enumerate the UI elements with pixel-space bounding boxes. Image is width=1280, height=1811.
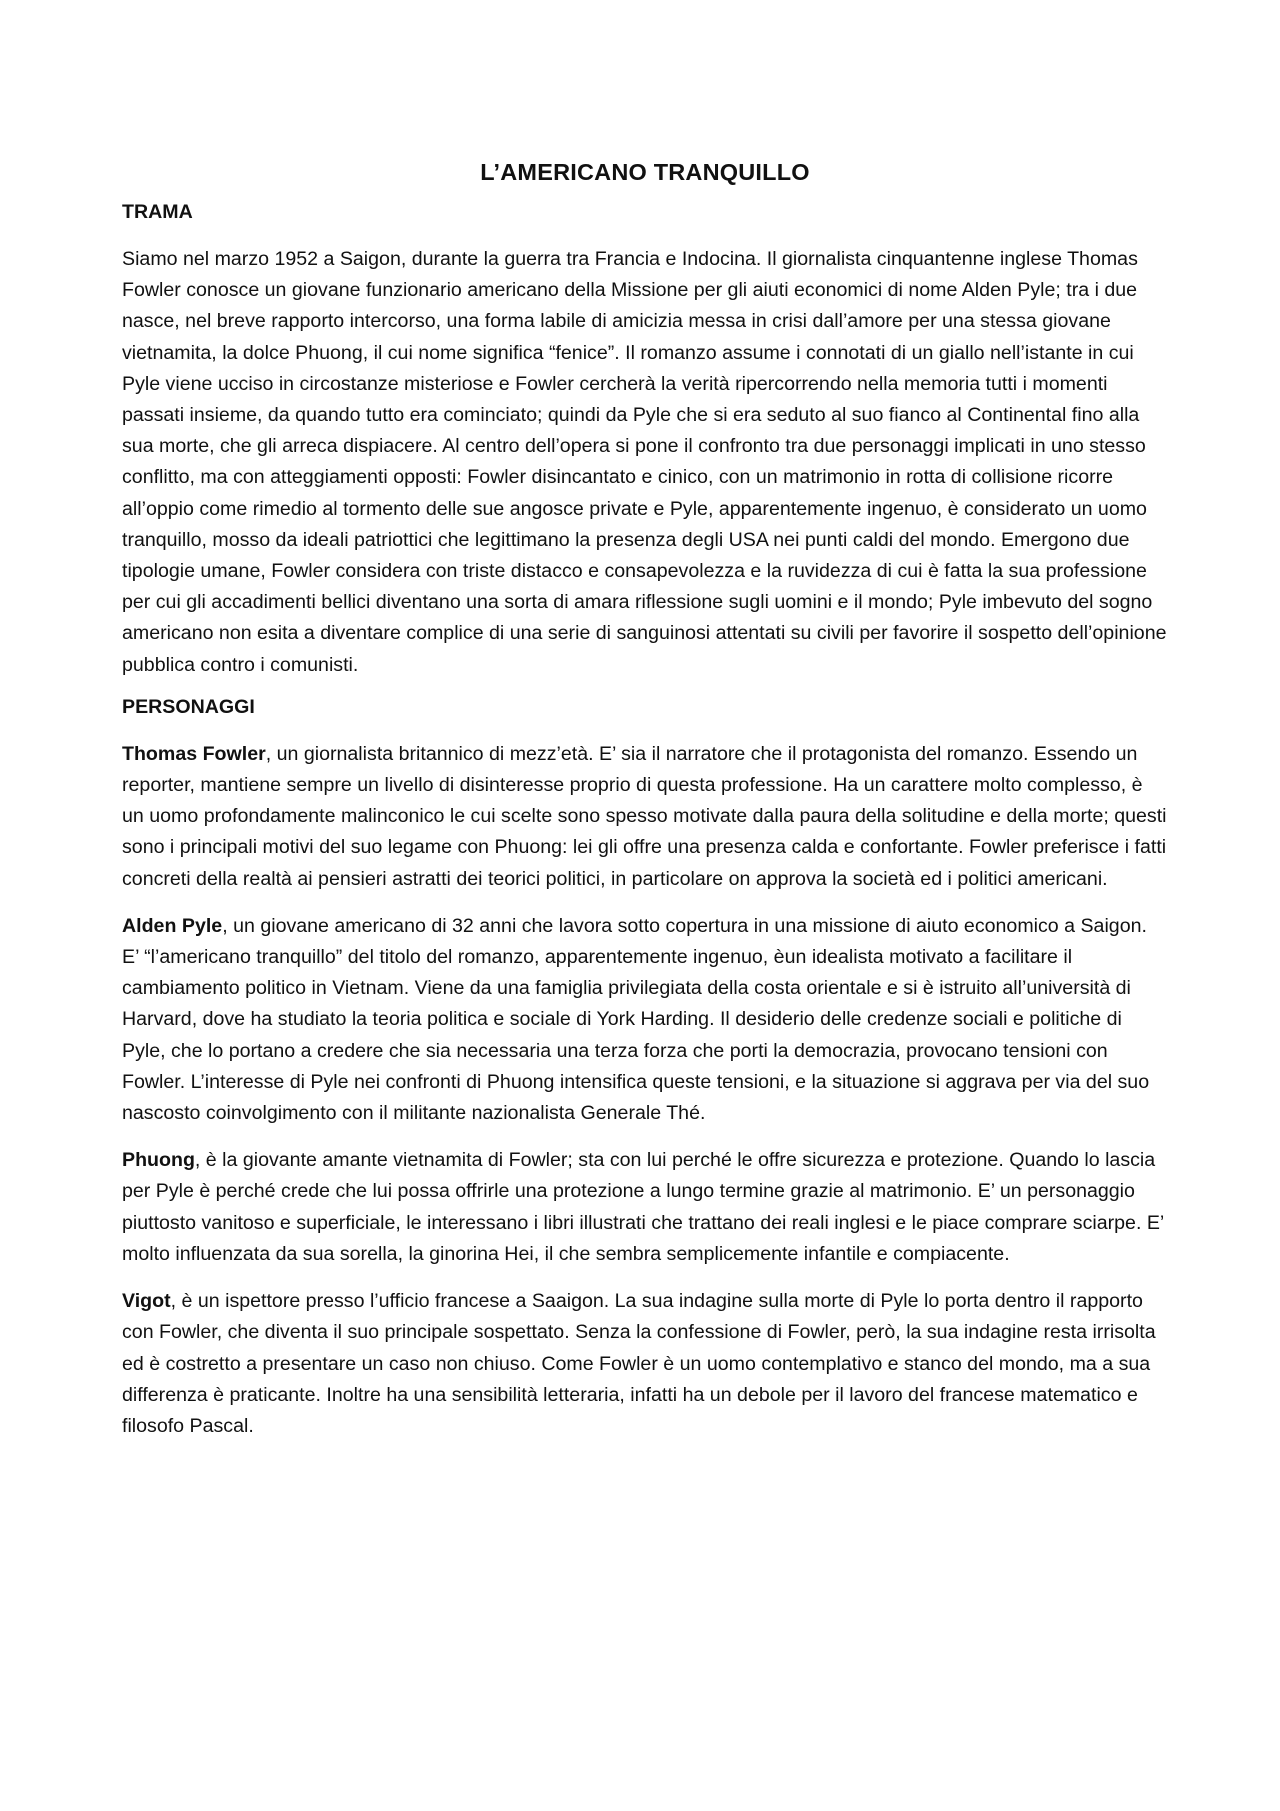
character-name-fowler: Thomas Fowler bbox=[122, 742, 266, 765]
character-name-phuong: Phuong bbox=[122, 1149, 195, 1172]
character-name-pyle: Alden Pyle bbox=[122, 914, 223, 937]
character-name-vigot: Vigot bbox=[122, 1290, 171, 1313]
paragraph-character-fowler bbox=[122, 739, 1168, 895]
character-description-fowler: , un giornalista britannico di mezz’età. E’ sia il narratore che il protagonista del romanzo. Essendo un reporter, mantiene sempre un livello di disinteresse proprio di questa professione. Ha un carattere molto complesso, è un uomo profondamente malinconico le cui scelte sono spesso motivate dalla paura della solitudine e della morte; questi sono i principali motivi del suo legame con Phuong: lei gli offre una presenza calda e confortante. Fowler preferisce i fatti concreti della realtà ai pensieri astratti dei teorici politici, in particolare on approva la società ed i politici americani. bbox=[122, 742, 1167, 890]
character-description-phuong: , è la giovante amante vietnamita di Fowler; sta con lui perché le offre sicurezza e protezione. Quando lo lascia per Pyle è perché crede che lui possa offrirle una protezione a lungo termine grazie al matrimonio. E’ un personaggio piuttosto vanitoso e superficiale, le interessano i libri illustrati che trattano dei reali inglesi e le piace comprare sciarpe. E’ molto influenzata da sua sorella, la ginorina Hei, il che sembra semplicemente infantile e compiacente. bbox=[122, 1149, 1164, 1265]
section-heading-personaggi: PERSONAGGI bbox=[122, 695, 255, 718]
character-description-vigot: , è un ispettore presso l’ufficio francese a Saaigon. La sua indagine sulla morte di Pyle lo porta dentro il rapporto con Fowler, che diventa il suo principale sospettato. Senza la confessione di Fowler, però, la sua indagine resta irrisolta ed è costretto a presentare un caso non chiuso. Come Fowler è un uomo contemplativo e stanco del mondo, ma a sua differenza è praticante. Inoltre ha una sensibilità letteraria, infatti ha un debole per il lavoro del francese matematico e filosofo Pascal. bbox=[122, 1290, 1156, 1437]
paragraph-character-vigot bbox=[122, 1286, 1168, 1442]
document-body bbox=[122, 156, 1168, 1458]
character-description-pyle: , un giovane americano di 32 anni che lavora sotto copertura in una missione di aiuto economico a Saigon. E’ “l’americano tranquillo” del titolo del romanzo, apparentemente ingenuo, èun idealista motivato a facilitare il cambiamento politico in Vietnam. Viene da una famiglia privilegiata della costa orientale e si è istruito all’università di Harvard, dove ha studiato la teoria politica e sociale di York Harding. Il desiderio delle credenze sociali e politiche di Pyle, che lo portano a credere che sia necessaria una terza forza che porti la democrazia, provocano tensioni con Fowler. L’interesse di Pyle nei confronti di Phuong intensifica queste tensioni, e la situazione si aggrava per via del suo nascosto coinvolgimento con il militante nazionalista Generale Thé. bbox=[122, 914, 1150, 1125]
paragraph-character-pyle bbox=[122, 911, 1168, 1129]
document-title: L’AMERICANO TRANQUILLO bbox=[480, 159, 810, 185]
paragraph-trama: Siamo nel marzo 1952 a Saigon, durante la guerra tra Francia e Indocina. Il giornalista cinquantenne inglese Thomas Fowler conosce un giovane funzionario americano della Missione per gli aiuti economici di nome Alden Pyle; tra i due nasce, nel breve rapporto intercorso, una forma labile di amicizia messa in crisi dall’amore per una stessa giovane vietnamita, la dolce Phuong, il cui nome significa “fenice”. Il romanzo assume i connotati di un giallo nell’istante in cui Pyle viene ucciso in circostanze misteriose e Fowler cercherà la verità ripercorrendo nella memoria tutti i momenti passati insieme, da quando tutto era cominciato; quindi da Pyle che si era seduto al suo fianco al Continental fino alla sua morte, che gli arreca dispiacere. Al centro dell’opera si pone il confronto tra due personaggi implicati in uno stesso conflitto, ma con atteggiamenti opposti: Fowler disincantato e cinico, con un matrimonio in rotta di collisione ricorre all’oppio come rimedio al tormento delle sue angosce private e Pyle, apparentemente ingenuo, è considerato un uomo tranquillo, mosso da ideali patriottici che legittimano la presenza degli USA nei punti caldi del mondo. Emergono due tipologie umane, Fowler considera con triste distacco e consapevolezza e la ruvidezza di cui è fatta la sua professione per cui gli accadimenti bellici diventano una sorta di amara riflessione sugli uomini e il mondo; Pyle imbevuto del sogno americano non esita a diventare complice di una serie di sanguinosi attentati su civili per favorire il sospetto dell’opinione pubblica contro i comunisti. bbox=[122, 248, 1167, 676]
paragraph-character-phuong bbox=[122, 1145, 1168, 1270]
section-heading-trama: TRAMA bbox=[122, 201, 193, 223]
